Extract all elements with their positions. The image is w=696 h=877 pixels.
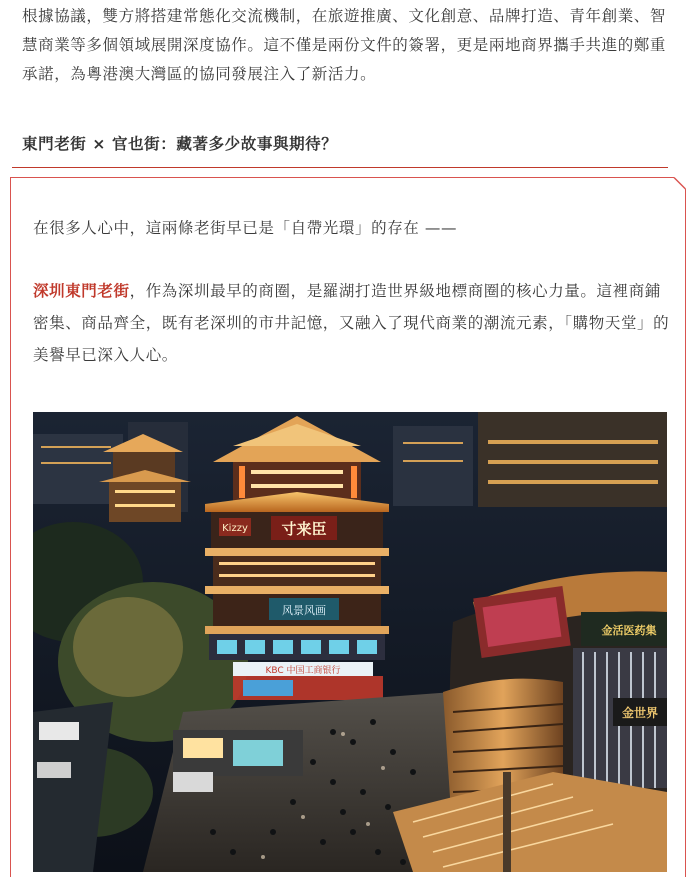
tower-sign-left: Kizzy bbox=[222, 523, 248, 534]
section-heading: 東門老街 × 官也街：藏著多少故事與期待？ bbox=[22, 135, 338, 153]
intro-paragraph: 根據協議，雙方將搭建常態化交流機制，在旅遊推廣、文化創意、品牌打造、青年創業、智慧商業等多個領域展開深度協作。這不僅是兩份文件的簽署，更是兩地商界攜手共進的鄭重承諾，為粵港澳大灣區的協同發展注入了新活力。 bbox=[22, 7, 667, 83]
dongmen-night-photo bbox=[33, 412, 667, 872]
dongmen-paragraph bbox=[33, 275, 673, 371]
tower-lower-sign: 风景风画 bbox=[282, 604, 326, 617]
highlight-dongmen: 深圳東門老街 bbox=[33, 282, 130, 300]
heading-divider bbox=[12, 167, 668, 168]
story-frame bbox=[10, 177, 686, 877]
dongmen-description: ，作為深圳最早的商圈，是羅湖打造世界級地標商圈的核心力量。這裡商鋪密集、商品齊全，既有老深圳的市井記憶，又融入了現代商業的潮流元素，「購物天堂」的美譽早已深入人心。 bbox=[33, 282, 670, 364]
right-sign-pharma: 金活医药集 bbox=[601, 624, 657, 637]
lead-sentence: 在很多人心中，這兩條老街早已是「自帶光環」的存在 —— bbox=[33, 219, 458, 237]
right-sign-world: 金世界 bbox=[621, 706, 659, 720]
bank-sign: KBC 中国工商银行 bbox=[265, 666, 341, 676]
tower-main-sign: 寸来臣 bbox=[281, 520, 327, 538]
frame-corner-decoration bbox=[662, 177, 686, 201]
